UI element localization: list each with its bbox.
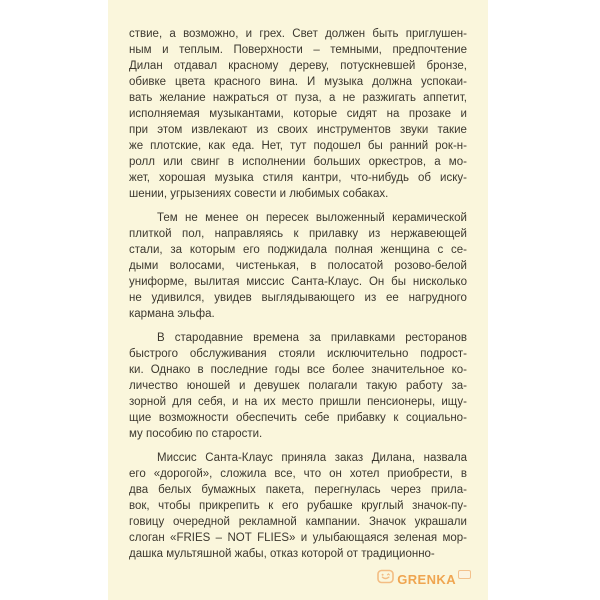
text-line: при этом извлекают из своих инструментов звуки такие xyxy=(129,124,467,136)
text-line: му пособию по старости. xyxy=(129,428,263,440)
text-line: зорной для себя, и на их место пришли пенсионеры, ищу- xyxy=(129,396,467,408)
text-line: слоган «FRIES – NOT FLIES» и улыбающаяся зеленая мор- xyxy=(129,532,467,544)
grenka-watermark xyxy=(377,570,471,588)
text-line: дыми волосами, чистенькая, в полосатой розово-белой xyxy=(129,260,467,272)
text-line: личество юношей и девушек полагали такую работу за- xyxy=(129,380,467,392)
text-line: быстрого обслуживания стояли исключительно подрост- xyxy=(129,348,467,360)
text-line: два белых бумажных пакета, перегнулась через прила- xyxy=(129,484,467,496)
page-text xyxy=(108,0,488,562)
text-line: вок, чтобы прикрепить к его рубашке круглый значок-пу- xyxy=(129,500,467,512)
watermark-label: GRENKA xyxy=(397,571,456,587)
text-paragraph xyxy=(129,330,467,442)
text-line: Миссис Санта-Клаус приняла заказ Дилана, назвала xyxy=(157,452,467,464)
text-line: В стародавние времена за прилавками ресторанов xyxy=(157,332,467,344)
text-line: шении, угрызениях совести и любимых собаках. xyxy=(129,188,389,200)
text-line: Тем не менее он пересек выложенный керамической xyxy=(157,212,467,224)
text-line: не удивился, увидев выглядывающего из ее нагрудного xyxy=(129,292,467,304)
text-line: Дилан отдавал красному дереву, потускневшей бронзе, xyxy=(129,60,467,72)
text-line: вать желание нажраться от пуза, а не разжигать аппетит, xyxy=(129,92,467,104)
text-line: ным и теплым. Поверхности – темными, предпочтение xyxy=(129,44,467,56)
text-line: ки. Однако в последние годы все более значительное ко- xyxy=(129,364,467,376)
text-paragraph xyxy=(129,26,467,202)
text-paragraph xyxy=(129,450,467,562)
text-line: стали, за которым его поджидала полная женщина с се- xyxy=(129,244,467,256)
text-line: униформе, вылитая миссис Санта-Клаус. Он бы нисколько xyxy=(129,276,467,288)
text-paragraph xyxy=(129,210,467,322)
text-line: щие возможности обеспечить себе прибавку к социально- xyxy=(129,412,467,424)
text-line: исполняемая музыкантами, которые сидят на прозаке и xyxy=(129,108,467,120)
text-line: кармана эльфа. xyxy=(129,308,215,320)
watermark-badge xyxy=(458,570,471,579)
book-page xyxy=(108,0,488,600)
text-line: ствие, а возможно, и грех. Свет должен быть приглушен- xyxy=(129,28,467,40)
text-line: его «дорогой», сложила все, что он хотел приобрести, в xyxy=(129,468,467,480)
text-line: же плотские, как еда. Нет, тут подошел бы ранний рок-н- xyxy=(129,140,467,152)
text-line: дашка мультяшной жабы, отказ которой от традиционно- xyxy=(129,548,435,560)
text-line: ролл или свинг в исполнении больших оркестров, а мо- xyxy=(129,156,467,168)
text-line: говицу очередной рекламной кампании. Значок украшали xyxy=(129,516,467,528)
text-line: плиткой пол, направляясь к прилавку из нержавеющей xyxy=(129,228,467,240)
toast-smiley-icon xyxy=(377,569,394,589)
text-line: обивке цвета красного вина. И музыка должна успокаи- xyxy=(129,76,467,88)
text-line: жет, хорошая музыка стиля кантри, что-нибудь об иску- xyxy=(129,172,467,184)
